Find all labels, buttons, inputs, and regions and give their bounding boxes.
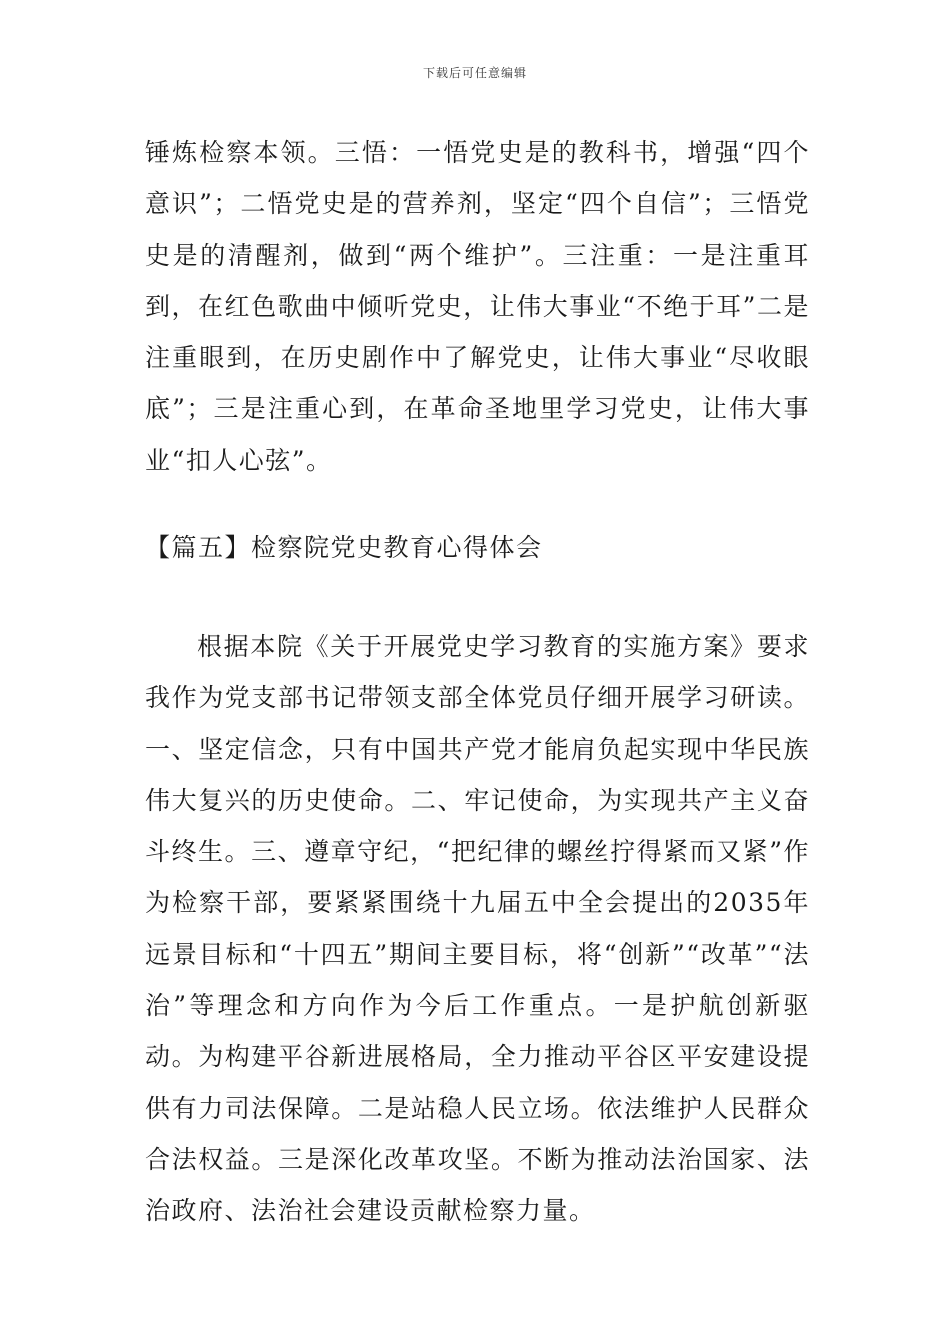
section-heading: 【篇五】检察院党史教育心得体会 xyxy=(145,533,543,562)
body-paragraph: 根据本院《关于开展党史学习教育的实施方案》要求我作为党支部书记带领支部全体党员仔细开展学习研读。一、坚定信念，只有中国共产党才能肩负起实现中华民族伟大复兴的历史使命。二、牢记使命，为实现共产主义奋斗终生。三、遵章守纪，“把纪律的螺丝拧得紧而又紧”作为检察干部，要紧紧围绕十九届五中全会提出的2035年远景目标和“十四五”期间主要目标，将“创新”“改革”“法治”等理念和方向作为今后工作重点。一是护航创新驱动。为构建平谷新进展格局，全力推动平谷区平安建设提供有力司法保障。二是站稳人民立场。依法维护人民群众合法权益。三是深化改革攻坚。不断为推动法治国家、法治政府、法治社会建设贡献检察力量。 xyxy=(145,632,810,1226)
body-paragraph: 锤炼检察本领。三悟：一悟党史是的教科书，增强“四个意识”；二悟党史是的营养剂，坚定“四个自信”；三悟党史是的清醒剂，做到“两个维护”。三注重：一是注重耳到，在红色歌曲中倾听党史，让伟大事业“不绝于耳”二是注重眼到，在历史剧作中了解党史，让伟大事业“尽收眼底”；三是注重心到，在革命圣地里学习党史，让伟大事业“扣人心弦”。 xyxy=(145,138,810,475)
header-note: 下载后可任意编辑 xyxy=(422,66,527,80)
